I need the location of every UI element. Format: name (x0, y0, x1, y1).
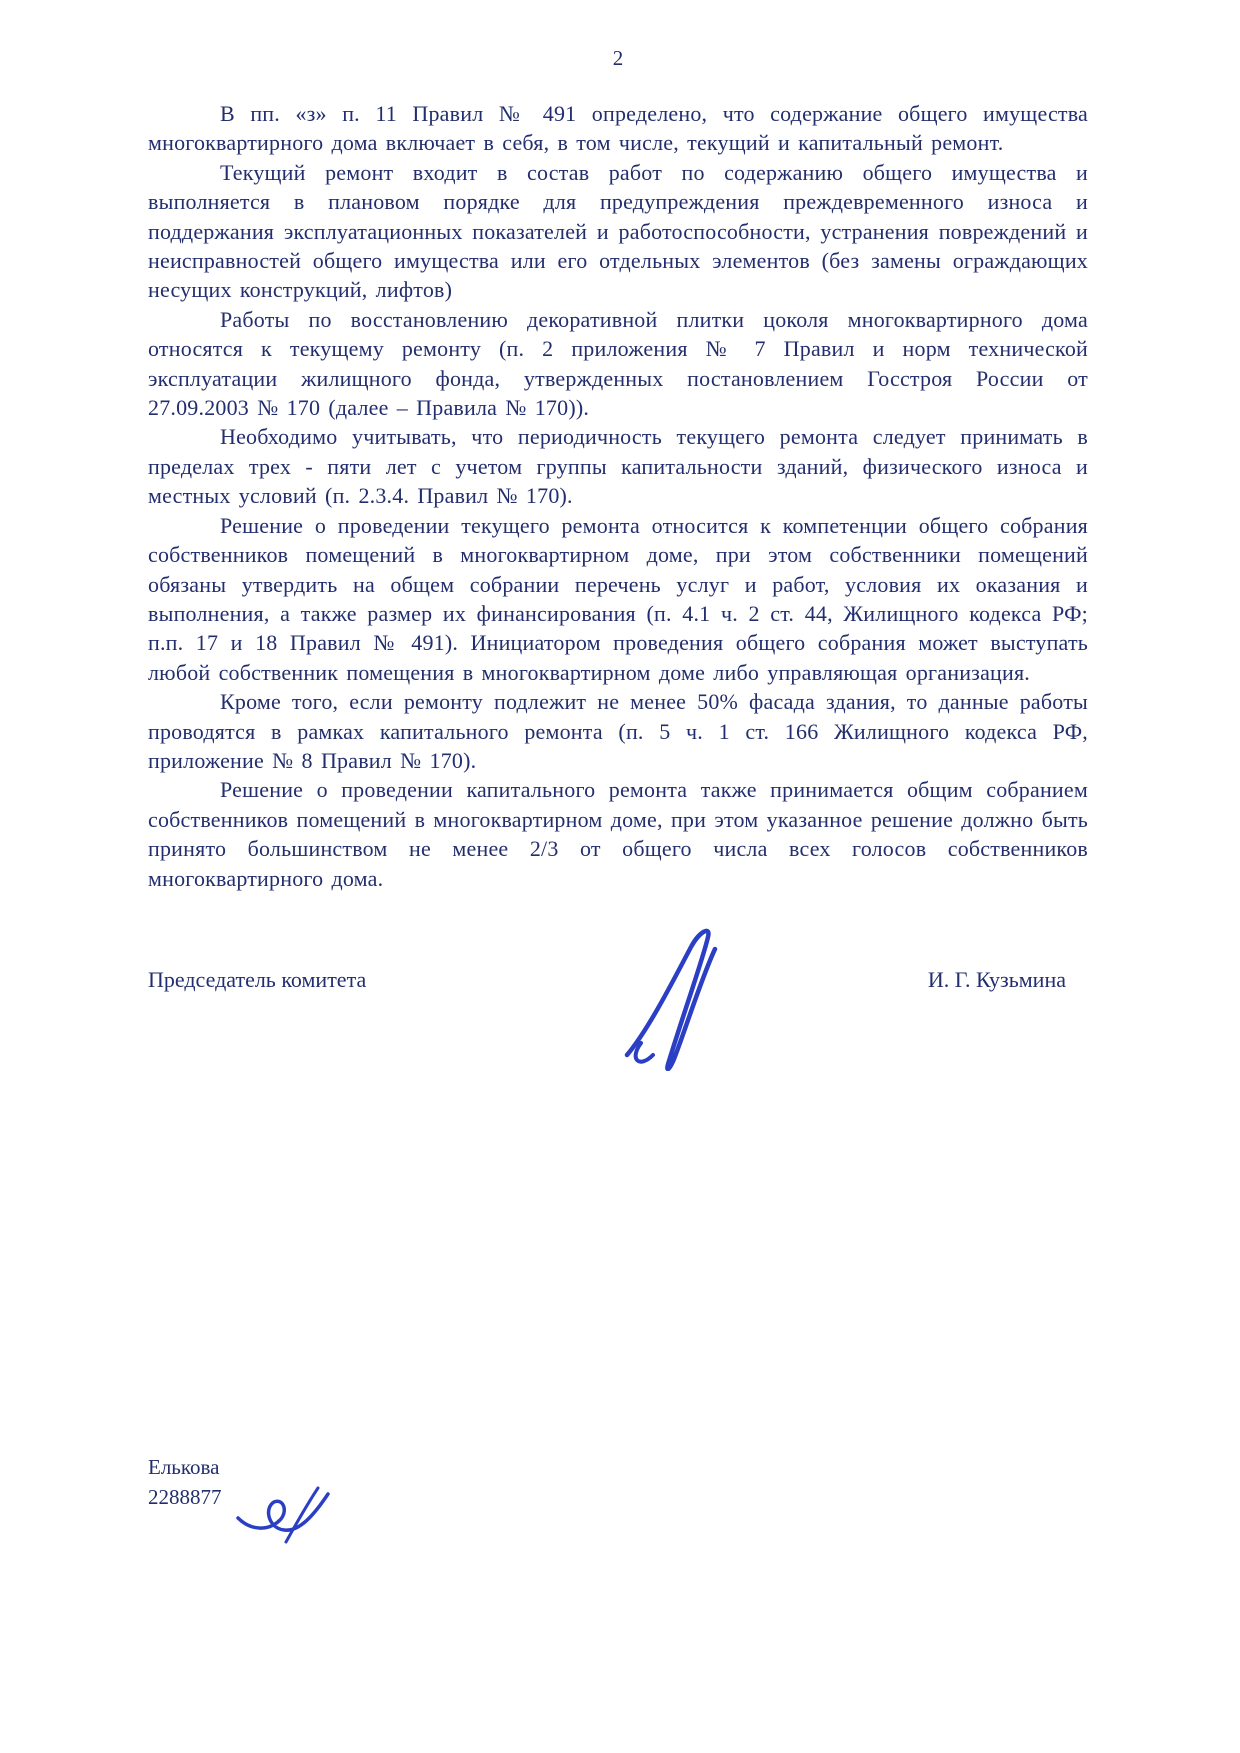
executor-initials-ink-icon (230, 1480, 340, 1550)
paragraph: Кроме того, если ремонту подлежит не менее 50% фасада здания, то данные работы проводятся в рамках капитального ремонта (п. 5 ч. 1 ст. 166 Жилищного кодекса РФ, приложение № 8 Правил № 170). (148, 689, 1088, 773)
executor-phone: 2288877 (148, 1485, 222, 1509)
signatory-name: И. Г. Кузьмина (927, 966, 1066, 992)
signature-block (148, 967, 1088, 993)
paragraph: Работы по восстановлению декоративной плитки цоколя многоквартирного дома относятся к текущему ремонту (п. 2 приложения № 7 Правил и норм технической эксплуатации жилищного фонда, утвержденных постановлением Госстроя России от 27.09.2003 № 170 (далее – Правила № 170)). (148, 306, 1088, 421)
executor-block (148, 1452, 222, 1512)
paragraph: Решение о проведении капитального ремонта также принимается общим собранием собственников помещений в многоквартирном доме, при этом указанное решение должно быть принято большинством не менее 2/3 от общего числа всех голосов собственников многоквартирного дома. (148, 777, 1088, 891)
document-body (148, 99, 1088, 893)
handwritten-signature-icon (603, 921, 763, 1071)
executor-name: Елькова (148, 1455, 220, 1479)
paragraph: В пп. «з» п. 11 Правил № 491 определено, что содержание общего имущества многоквартирного дома включает в себя, в том числе, текущий и капитальный ремонт. (148, 101, 1088, 156)
paragraph: Текущий ремонт входит в состав работ по содержанию общего имущества и выполняется в плановом порядке для предупреждения преждевременного износа и поддержания эксплуатационных показателей и работоспособности, устранения повреждений и неисправностей общего имущества или его отдельных элементов (без замены ограждающих несущих конструкций, лифтов) (148, 159, 1088, 303)
paragraph: Решение о проведении текущего ремонта относится к компетенции общего собрания собственников помещений в многоквартирном доме, при этом собственники помещений обязаны утвердить на общем собрании перечень услуг и работ, условия их оказания и выполнения, а также размер их финансирования (п. 4.1 ч. 2 ст. 44, Жилищного кодекса РФ; п.п. 17 и 18 Правил № 491). Инициатором проведения общего собрания может выступать любой собственник помещения в многоквартирном доме либо управляющая организация. (148, 512, 1088, 685)
paragraph: Необходимо учитывать, что периодичность текущего ремонта следует принимать в пределах трех - пяти лет с учетом группы капитальности зданий, физического износа и местных условий (п. 2.3.4. Правил № 170). (148, 424, 1088, 509)
page-content (148, 46, 1088, 993)
page-number: 2 (612, 46, 624, 70)
signatory-title: Председатель комитета (148, 966, 367, 992)
